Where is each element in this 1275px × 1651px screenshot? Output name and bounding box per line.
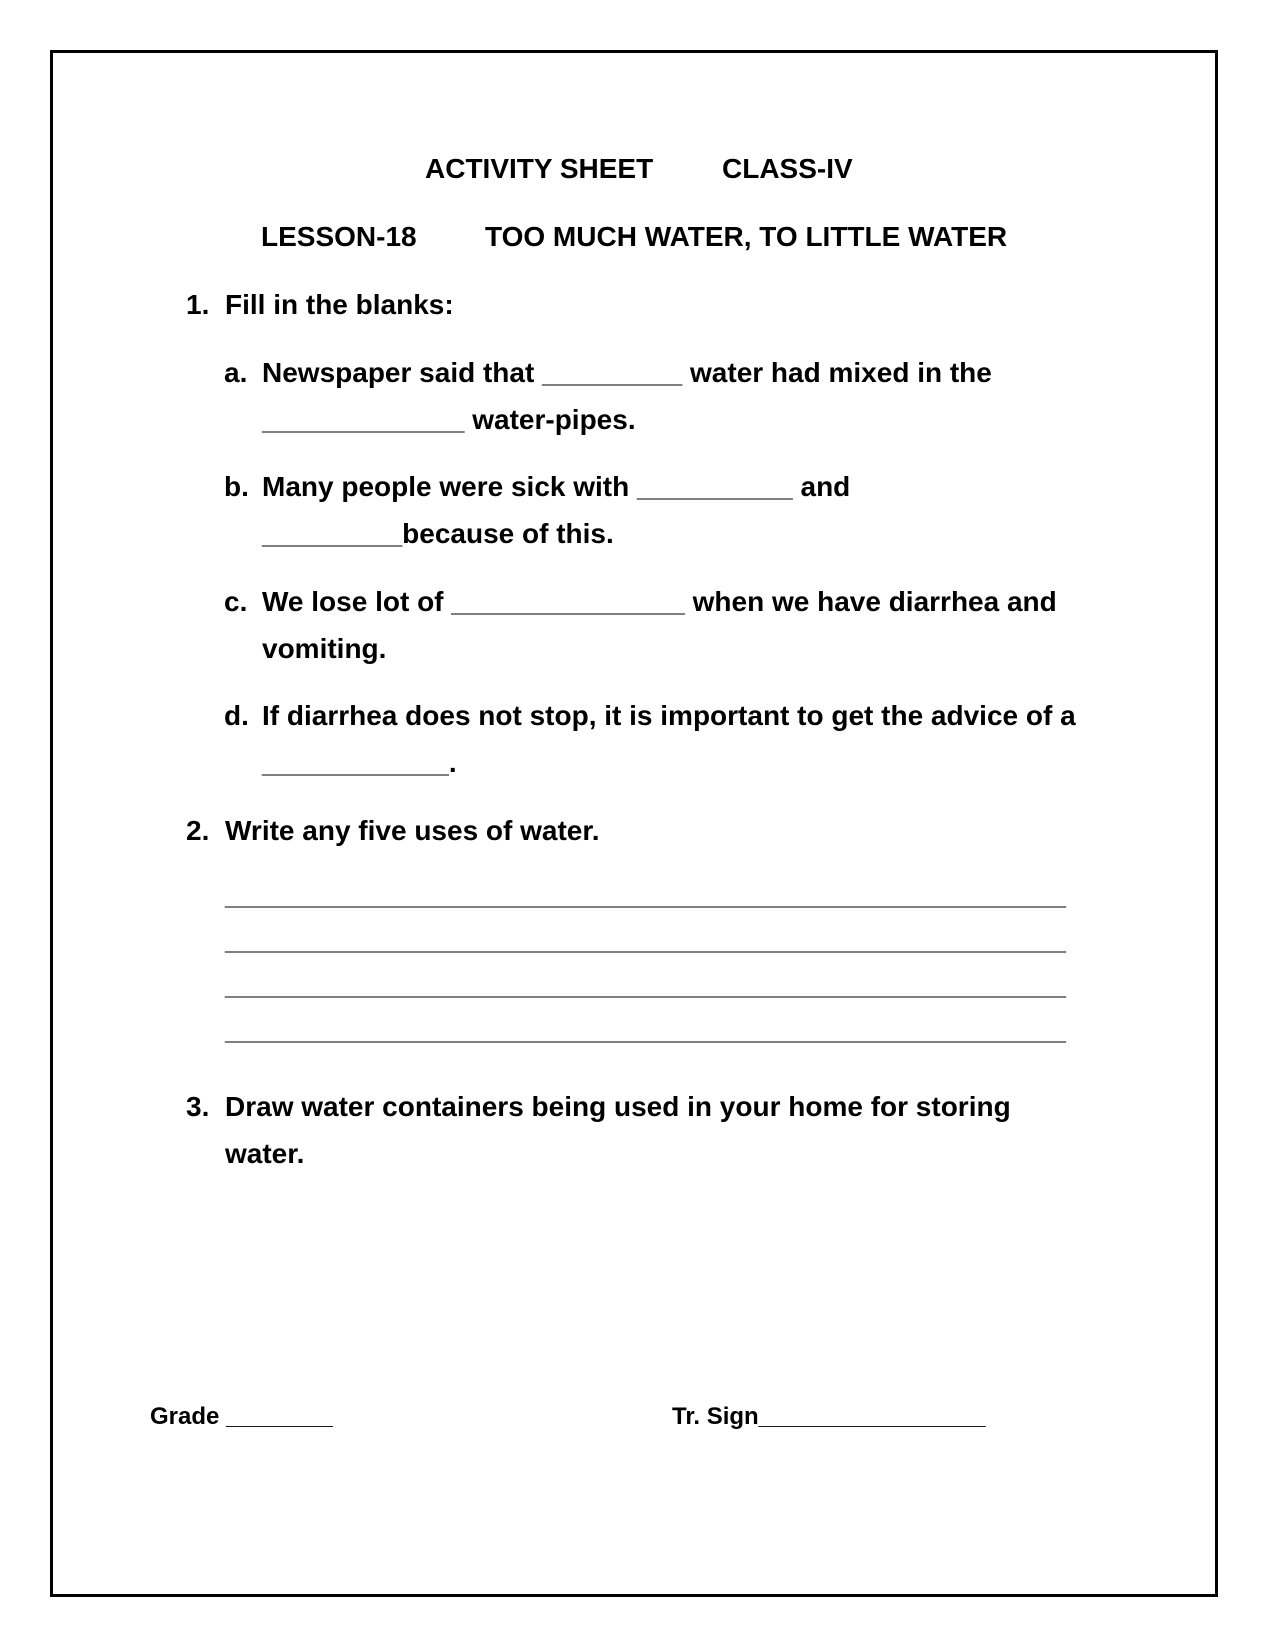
question-1c-line1: We lose lot of _______________ when we have diarrhea and	[262, 586, 1057, 617]
question-1-text: Fill in the blanks:	[225, 289, 454, 320]
question-1c-letter: c.	[224, 586, 248, 617]
question-3-line1: Draw water containers being used in your home for storing	[225, 1091, 1011, 1122]
lesson-number: LESSON-18	[261, 221, 417, 252]
question-3-line2: water.	[225, 1138, 305, 1169]
question-1b-line2: _________because of this.	[262, 518, 614, 549]
question-1d-line2: ____________.	[262, 747, 457, 778]
question-1-number: 1.	[186, 289, 210, 320]
question-1c-line2: vomiting.	[262, 633, 387, 664]
answer-line: ______________________________________________________	[225, 924, 1066, 955]
question-1a-line1: Newspaper said that _________ water had mixed in the	[262, 357, 992, 388]
answer-line: ______________________________________________________	[225, 969, 1066, 1000]
grade-field: Grade ________	[150, 1403, 333, 1430]
answer-line: ______________________________________________________	[225, 879, 1066, 910]
sheet-title: ACTIVITY SHEET	[425, 153, 654, 184]
question-2-number: 2.	[186, 815, 210, 846]
question-1d-letter: d.	[224, 700, 249, 731]
question-1d-line1: If diarrhea does not stop, it is important to get the advice of a	[262, 700, 1076, 731]
question-1a-letter: a.	[224, 357, 248, 388]
question-1b-line1: Many people were sick with __________ and	[262, 471, 851, 502]
question-2-text: Write any five uses of water.	[225, 815, 600, 846]
class-label: CLASS-IV	[722, 153, 853, 184]
question-3-number: 3.	[186, 1091, 210, 1122]
lesson-title: TOO MUCH WATER, TO LITTLE WATER	[485, 221, 1008, 252]
question-1a-line2: _____________ water-pipes.	[262, 404, 636, 435]
answer-line: ______________________________________________________	[225, 1014, 1066, 1045]
question-1b-letter: b.	[224, 471, 249, 502]
teacher-sign-field: Tr. Sign_________________	[672, 1403, 986, 1430]
